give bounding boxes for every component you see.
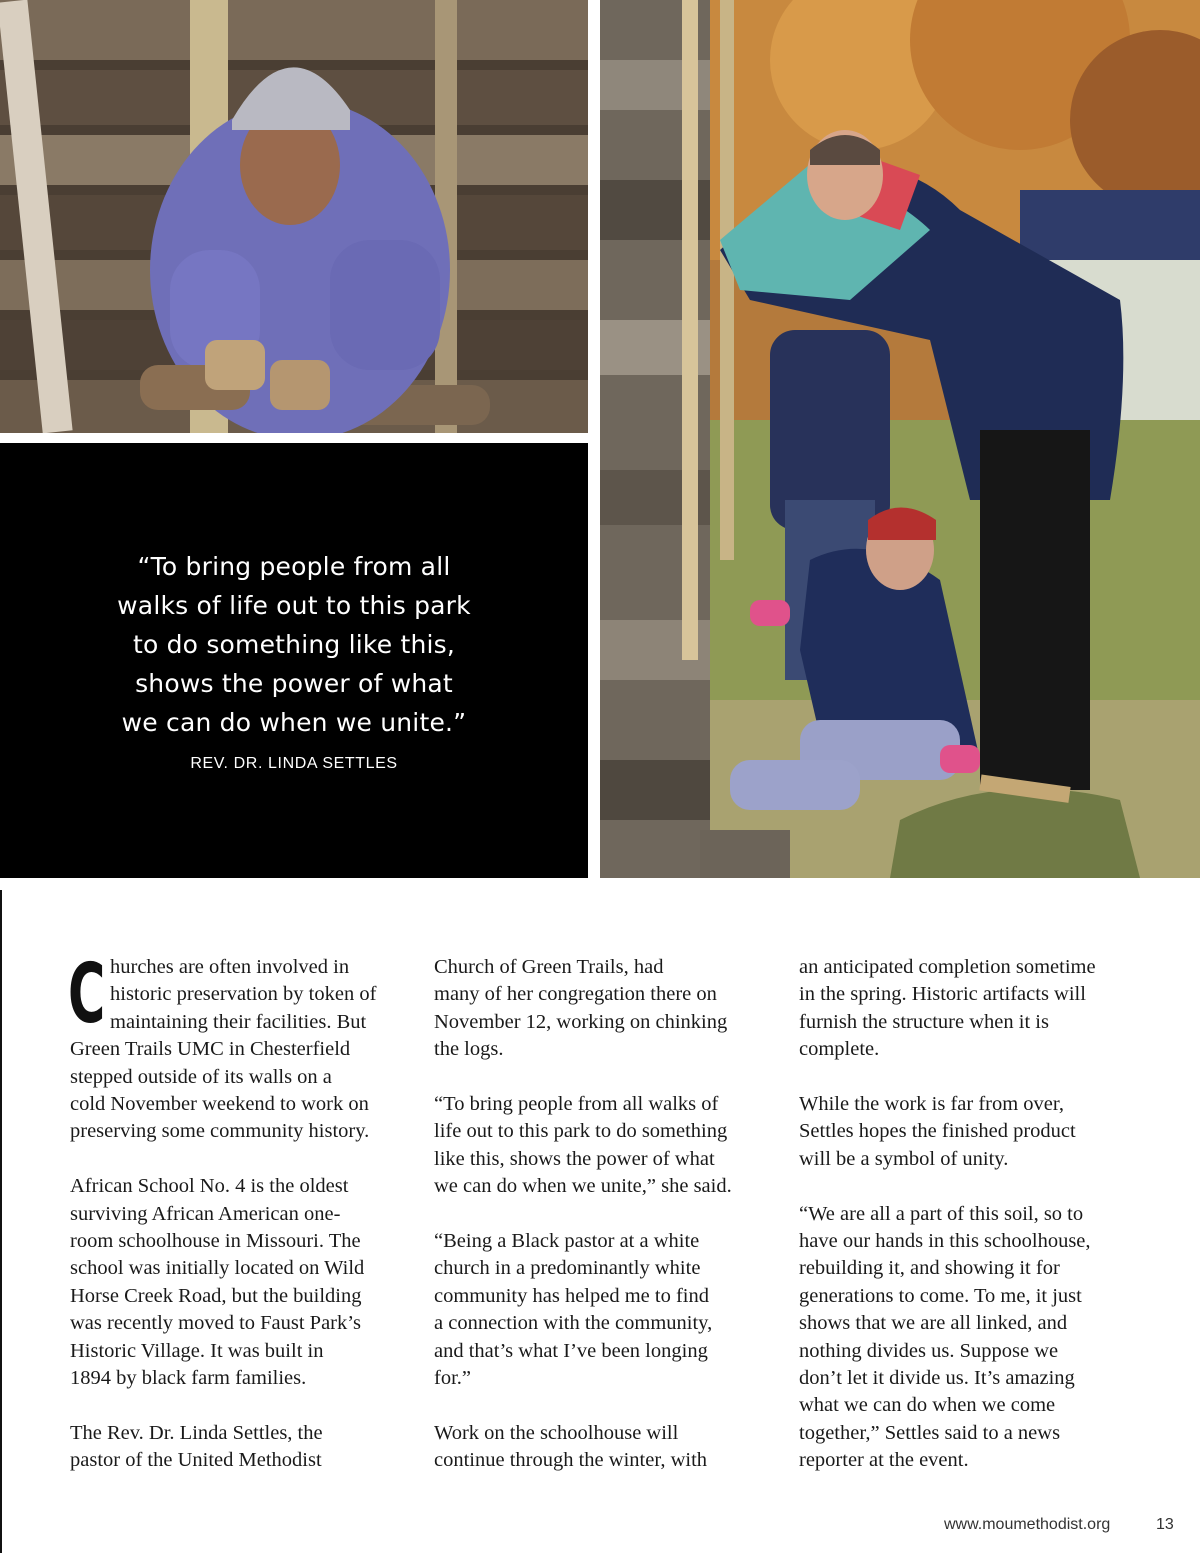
text-line: African School No. 4 is the oldest bbox=[70, 1175, 349, 1198]
text-line: shows that we are all linked, and bbox=[799, 1312, 1068, 1335]
text-line: hurches are often involved in bbox=[110, 956, 350, 978]
paragraph bbox=[799, 954, 1139, 1064]
text-line: maintaining their facilities. But bbox=[110, 1010, 367, 1033]
text-line: don’t let it divide us. It’s amazing bbox=[799, 1367, 1075, 1390]
text-line: pastor of the United Methodist bbox=[70, 1449, 322, 1472]
text-line: stepped outside of its walls on a bbox=[70, 1065, 332, 1088]
text-line: cold November weekend to work on bbox=[70, 1093, 369, 1116]
photo-volunteers-chinking-logs bbox=[600, 0, 1200, 878]
text-line: continue through the winter, with bbox=[434, 1449, 708, 1472]
text-line: “Being a Black pastor at a white bbox=[434, 1230, 700, 1253]
pull-quote-line: to do something like this, bbox=[132, 630, 456, 659]
pull-quote bbox=[60, 547, 528, 742]
text-line: community has helped me to find bbox=[434, 1284, 709, 1307]
drop-cap: C bbox=[68, 947, 106, 1042]
paragraph bbox=[434, 1420, 774, 1475]
paragraph bbox=[434, 1091, 774, 1201]
text-line: generations to come. To me, it just bbox=[799, 1284, 1082, 1307]
text-line: Church of Green Trails, had bbox=[434, 956, 664, 978]
paragraph bbox=[70, 1420, 410, 1475]
text-line: Settles hopes the finished product bbox=[799, 1120, 1076, 1143]
paragraph bbox=[799, 1201, 1139, 1475]
paragraph bbox=[799, 1091, 1139, 1173]
text-line: The Rev. Dr. Linda Settles, the bbox=[70, 1421, 323, 1444]
text-line: Historic Village. It was built in bbox=[70, 1339, 324, 1362]
text-line: surviving African American one- bbox=[70, 1202, 341, 1225]
text-line: a connection with the community, bbox=[434, 1312, 713, 1335]
article-column-2 bbox=[434, 954, 774, 1502]
page-number: 13 bbox=[1156, 1516, 1174, 1533]
text-line: for.” bbox=[434, 1367, 471, 1390]
footer-website-link[interactable]: www.moumethodist.org bbox=[944, 1516, 1111, 1533]
text-line: rebuilding it, and showing it for bbox=[799, 1257, 1060, 1280]
text-line: “To bring people from all walks of bbox=[434, 1093, 719, 1116]
text-line: in the spring. Historic artifacts will bbox=[799, 983, 1086, 1006]
paragraph bbox=[434, 954, 774, 1064]
quote-attribution: REV. DR. LINDA SETTLES bbox=[190, 755, 398, 772]
text-line: life out to this park to do something bbox=[434, 1120, 728, 1143]
text-line: Work on the schoolhouse will bbox=[434, 1421, 679, 1444]
text-line: nothing divides us. Suppose we bbox=[799, 1339, 1059, 1362]
pull-quote-line: we can do when we unite.” bbox=[121, 708, 467, 737]
photo-woman-carrying-logs-illustration bbox=[0, 0, 588, 433]
text-line: the logs. bbox=[434, 1038, 504, 1061]
text-line: November 12, working on chinking bbox=[434, 1010, 728, 1033]
text-line: an anticipated completion sometime bbox=[799, 956, 1096, 978]
paragraph bbox=[70, 1173, 410, 1392]
left-margin-rule bbox=[0, 890, 2, 1553]
article-column-1 bbox=[68, 947, 410, 1502]
text-line: have our hands in this schoolhouse, bbox=[799, 1230, 1091, 1253]
text-line: reporter at the event. bbox=[799, 1449, 969, 1472]
article-column-3 bbox=[799, 954, 1139, 1502]
text-line: preserving some community history. bbox=[70, 1120, 370, 1143]
text-line: and that’s what I’ve been longing bbox=[434, 1339, 708, 1362]
text-line: was recently moved to Faust Park’s bbox=[70, 1312, 361, 1335]
text-line: many of her congregation there on bbox=[434, 983, 717, 1006]
text-line: church in a predominantly white bbox=[434, 1257, 701, 1280]
text-line: Horse Creek Road, but the building bbox=[70, 1284, 362, 1307]
text-line: complete. bbox=[799, 1038, 880, 1061]
text-line: what we can do when we come bbox=[799, 1394, 1056, 1417]
pull-quote-line: “To bring people from all bbox=[137, 552, 451, 581]
text-line: 1894 by black farm families. bbox=[70, 1367, 307, 1390]
photo-volunteers-chinking-logs-illustration bbox=[600, 0, 1200, 878]
text-line: together,” Settles said to a news bbox=[799, 1421, 1061, 1444]
paragraph bbox=[434, 1228, 774, 1392]
text-line: historic preservation by token of bbox=[110, 983, 377, 1006]
text-line: we can do when we unite,” she said. bbox=[434, 1175, 732, 1198]
text-line: “We are all a part of this soil, so to bbox=[799, 1202, 1084, 1225]
text-line: like this, shows the power of what bbox=[434, 1147, 715, 1170]
pull-quote-line: shows the power of what bbox=[135, 669, 453, 698]
text-line: will be a symbol of unity. bbox=[799, 1147, 1009, 1170]
paragraph bbox=[68, 947, 410, 1146]
text-line: room schoolhouse in Missouri. The bbox=[70, 1230, 361, 1253]
text-line: furnish the structure when it is bbox=[799, 1010, 1049, 1033]
text-line: school was initially located on Wild bbox=[70, 1257, 365, 1280]
text-line: Green Trails UMC in Chesterfield bbox=[70, 1038, 351, 1061]
text-line: While the work is far from over, bbox=[799, 1093, 1065, 1116]
pull-quote-line: walks of life out to this park bbox=[117, 591, 471, 620]
pull-quote-panel bbox=[0, 443, 588, 878]
photo-woman-carrying-logs bbox=[0, 0, 588, 433]
